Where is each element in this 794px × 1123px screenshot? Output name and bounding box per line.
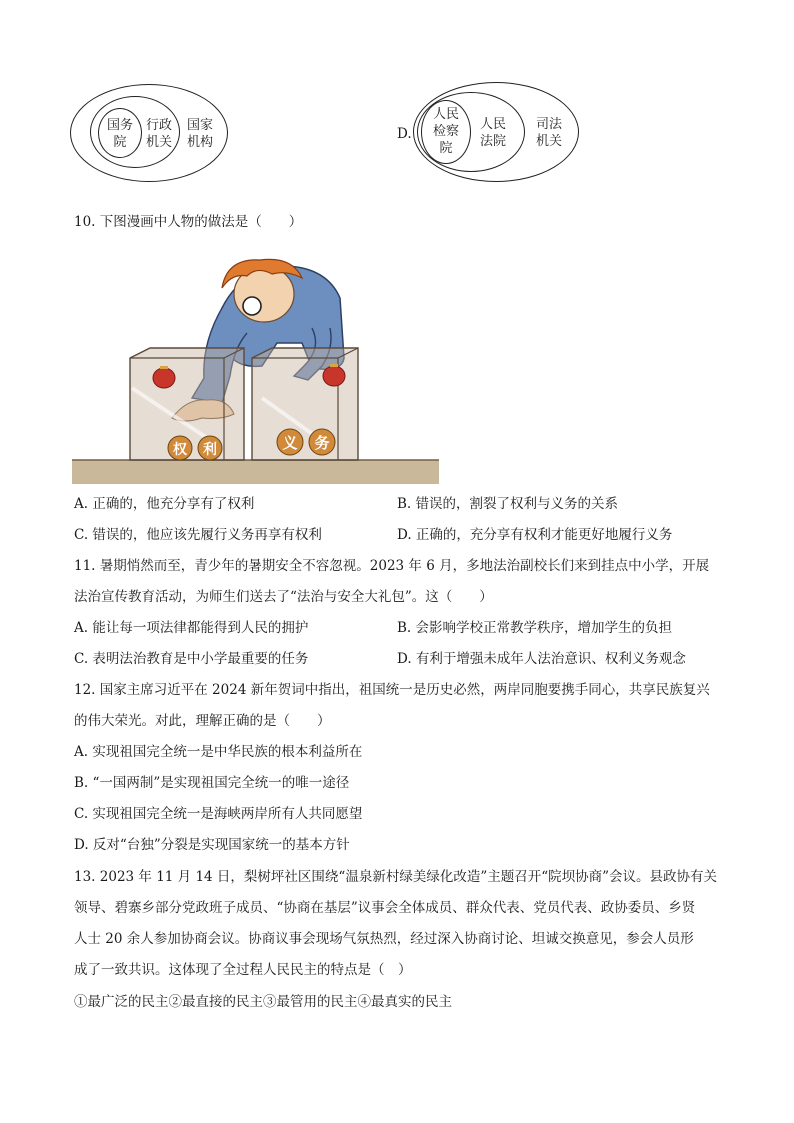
diagram-d <box>413 82 581 182</box>
cartoon-illustration <box>72 248 439 484</box>
q10-option-a[interactable]: A. 正确的，他充分享有了权利 <box>74 496 255 512</box>
question-13-stem-line4: 成了一致共识。这体现了全过程人民民主的特点是（ ） <box>74 962 412 978</box>
diagram-c <box>70 84 230 182</box>
diagram-d-inner-label: 人民 检察 院 <box>432 107 459 156</box>
question-12-stem-line2: 的伟大荣光。对此，理解正确的是（ ） <box>74 713 331 729</box>
ball-label-wu: 务 <box>314 434 330 452</box>
glasses <box>243 297 261 315</box>
question-13-choices: ①最广泛的民主②最直接的民主③最管用的民主④最真实的民主 <box>74 994 452 1010</box>
ball-label-quan: 权 <box>173 442 187 458</box>
q10-option-b[interactable]: B. 错误的，割裂了权利与义务的关系 <box>397 496 619 512</box>
diagram-c-outer-label: 国家 机构 <box>186 118 213 150</box>
question-10-stem: 10. 下图漫画中人物的做法是（ ） <box>74 214 303 230</box>
diagram-c-inner-label: 国务 院 <box>106 118 133 150</box>
q12-option-d[interactable]: D. 反对“台独”分裂是实现国家统一的基本方针 <box>74 837 350 853</box>
ball-label-yi: 义 <box>282 434 298 452</box>
q11-option-b[interactable]: B. 会影响学校正常教学秩序，增加学生的负担 <box>397 620 673 636</box>
diagram-d-option-label: D. <box>397 126 412 142</box>
ball-label-li: 利 <box>203 442 217 458</box>
q11-option-c[interactable]: C. 表明法治教育是中小学最重要的任务 <box>74 651 309 667</box>
diagram-d-middle-label: 人民 法院 <box>479 117 506 149</box>
q12-option-c[interactable]: C. 实现祖国完全统一是海峡两岸所有人共同愿望 <box>74 806 363 822</box>
question-12-stem-line1: 12. 国家主席习近平在 2024 新年贺词中指出，祖国统一是历史必然，两岸同胞要携手同心，共享民族复兴 <box>74 682 710 698</box>
table-surface <box>72 460 439 484</box>
question-13-stem-line2: 领导、碧寨乡部分党政班子成员、“协商在基层”议事会全体成员、群众代表、党员代表、政协委员、乡贤 <box>74 900 696 916</box>
cartoon-svg <box>72 248 439 484</box>
box-duties <box>252 348 358 460</box>
q10-option-c[interactable]: C. 错误的，他应该先履行义务再享有权利 <box>74 527 322 543</box>
diagram-d-outer-label: 司法 机关 <box>535 117 562 149</box>
question-11-stem-line2: 法治宣传教育活动，为师生们送去了“法治与安全大礼包”。这（ ） <box>74 589 493 605</box>
question-11-stem-line1: 11. 暑期悄然而至，青少年的暑期安全不容忽视。2023 年 6 月，多地法治副校长们来到挂点中小学，开展 <box>74 558 710 574</box>
question-13-stem-line1: 13. 2023 年 11 月 14 日，梨树坪社区围绕“温泉新村绿美绿化改造”主题召开“院坝协商”会议。县政协有关 <box>74 869 718 885</box>
q10-option-d[interactable]: D. 正确的，充分享有权利才能更好地履行义务 <box>397 527 673 543</box>
q12-option-a[interactable]: A. 实现祖国完全统一是中华民族的根本利益所在 <box>74 744 363 760</box>
q11-option-a[interactable]: A. 能让每一项法律都能得到人民的拥护 <box>74 620 309 636</box>
q12-option-b[interactable]: B. “一国两制”是实现祖国完全统一的唯一途径 <box>74 775 350 791</box>
q11-option-d[interactable]: D. 有利于增强未成年人法治意识、权利义务观念 <box>397 651 686 667</box>
diagram-c-middle-label: 行政 机关 <box>145 118 172 150</box>
question-13-stem-line3: 人士 20 余人参加协商会议。协商议事会现场气氛热烈，经过深入协商讨论、坦诚交换意见，参会人员形 <box>74 931 694 947</box>
